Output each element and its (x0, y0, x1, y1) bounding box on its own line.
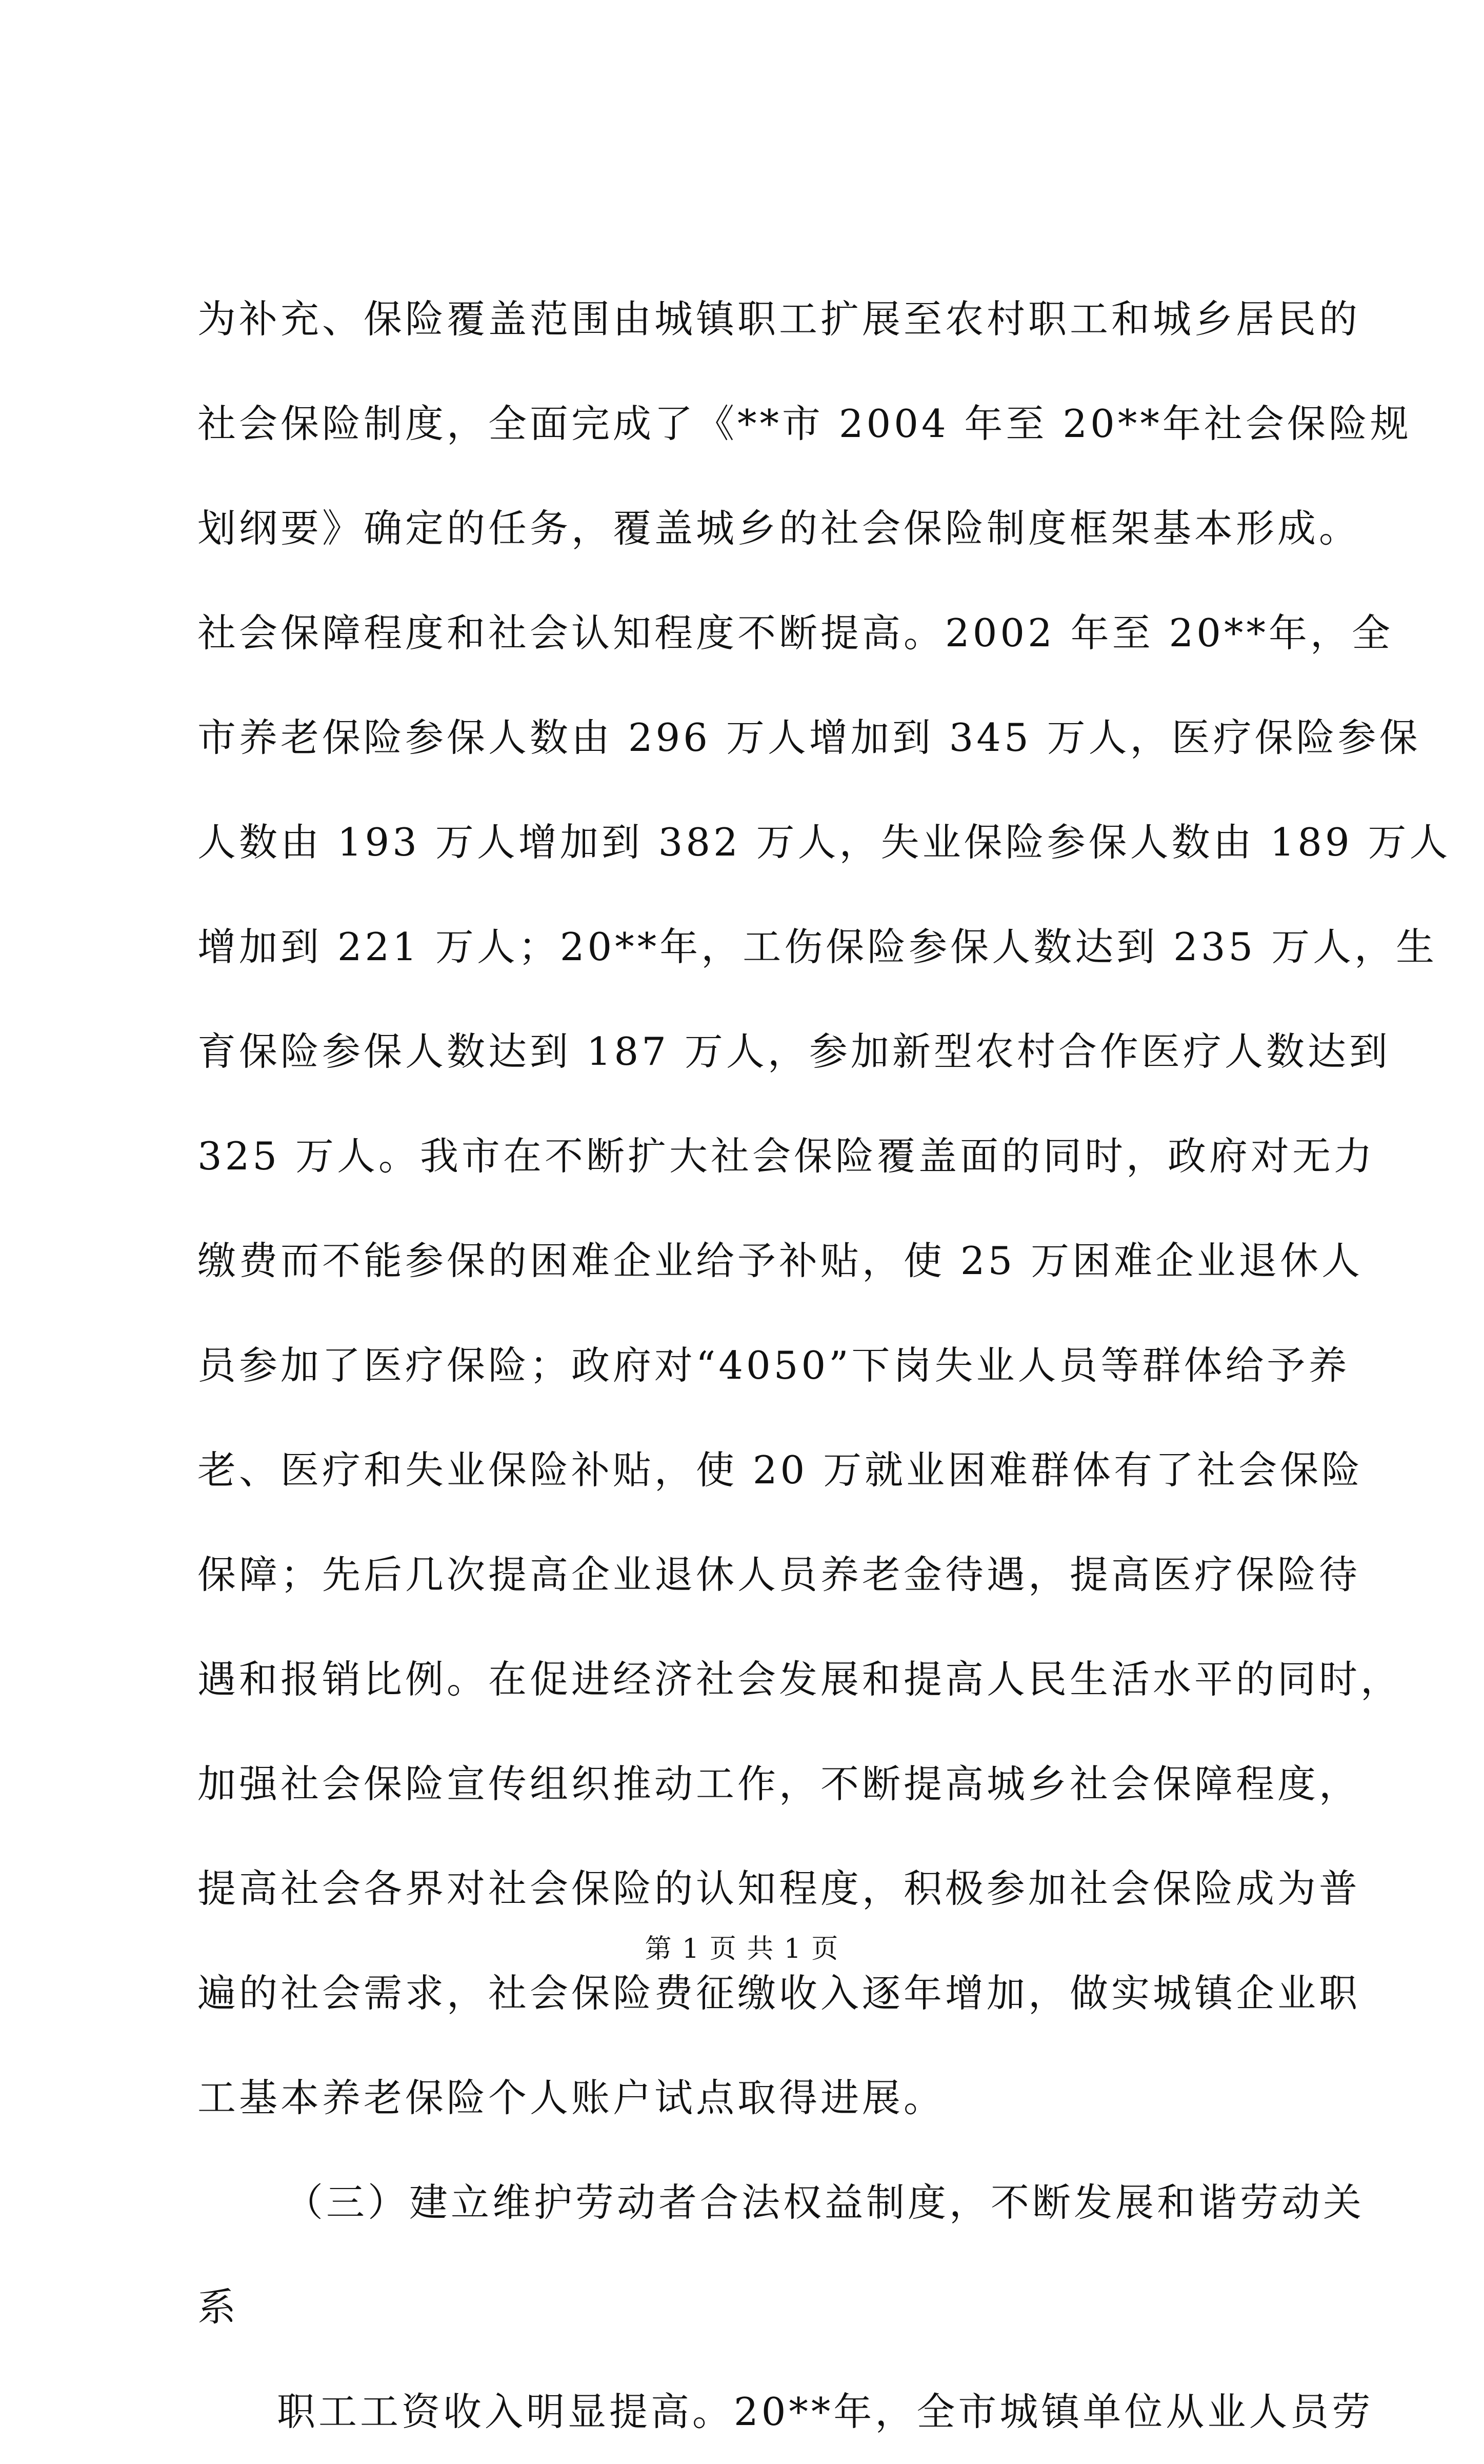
paragraph-line: 325 万人。我市在不断扩大社会保险覆盖面的同时，政府对无力 (197, 1134, 1375, 1179)
paragraph-line: 保障；先后几次提高企业退休人员养老金待遇，提高医疗保险待 (197, 1552, 1361, 1597)
paragraph-line: 社会保险制度，全面完成了《**市 2004 年至 20**年社会保险规 (197, 401, 1412, 446)
paragraph-line: 增加到 221 万人；20**年，工伤保险参保人数达到 235 万人，生 (197, 924, 1438, 969)
document-body (197, 267, 1451, 2464)
page-footer: 第 1 页 共 1 页 (645, 1934, 839, 1964)
paragraph-line: 划纲要》确定的任务，覆盖城乡的社会保险制度框架基本形成。 (197, 506, 1361, 551)
paragraph-line: 育保险参保人数达到 187 万人，参加新型农村合作医疗人数达到 (197, 1029, 1391, 1074)
section-heading: （三）建立维护劳动者合法权益制度，不断发展和谐劳动关 (285, 2180, 1365, 2225)
paragraph-line: 老、医疗和失业保险补贴，使 20 万就业困难群体有了社会保险 (197, 1447, 1363, 1493)
paragraph-line: 人数由 193 万人增加到 382 万人，失业保险参保人数由 189 万人 (197, 820, 1451, 865)
section-heading-continuation: 系 (197, 2284, 239, 2330)
paragraph-line: 工基本养老保险个人账户试点取得进展。 (197, 2075, 946, 2120)
paragraph-line: 提高社会各界对社会保险的认知程度，积极参加社会保险成为普 (197, 1866, 1361, 1911)
paragraph-line: 员参加了医疗保险；政府对“4050”下岗失业人员等群体给予养 (197, 1343, 1350, 1388)
paragraph-line: 为补充、保险覆盖范围由城镇职工扩展至农村职工和城乡居民的 (197, 296, 1361, 342)
paragraph-line: 缴费而不能参保的困难企业给予补贴，使 25 万困难企业退休人 (197, 1238, 1363, 1283)
paragraph-line: 社会保障程度和社会认知程度不断提高。2002 年至 20**年，全 (197, 610, 1393, 655)
paragraph-line: 遍的社会需求，社会保险费征缴收入逐年增加，做实城镇企业职 (197, 1971, 1361, 2016)
paragraph-line: 遇和报销比例。在促进经济社会发展和提高人民生活水平的同时， (197, 1657, 1402, 1702)
paragraph-line: 加强社会保险宣传组织推动工作，不断提高城乡社会保障程度， (197, 1761, 1361, 1806)
paragraph-line: 职工工资收入明显提高。20**年，全市城镇单位从业人员劳 (277, 2389, 1374, 2434)
paragraph-line: 市养老保险参保人数由 296 万人增加到 345 万人，医疗保险参保 (197, 715, 1421, 760)
